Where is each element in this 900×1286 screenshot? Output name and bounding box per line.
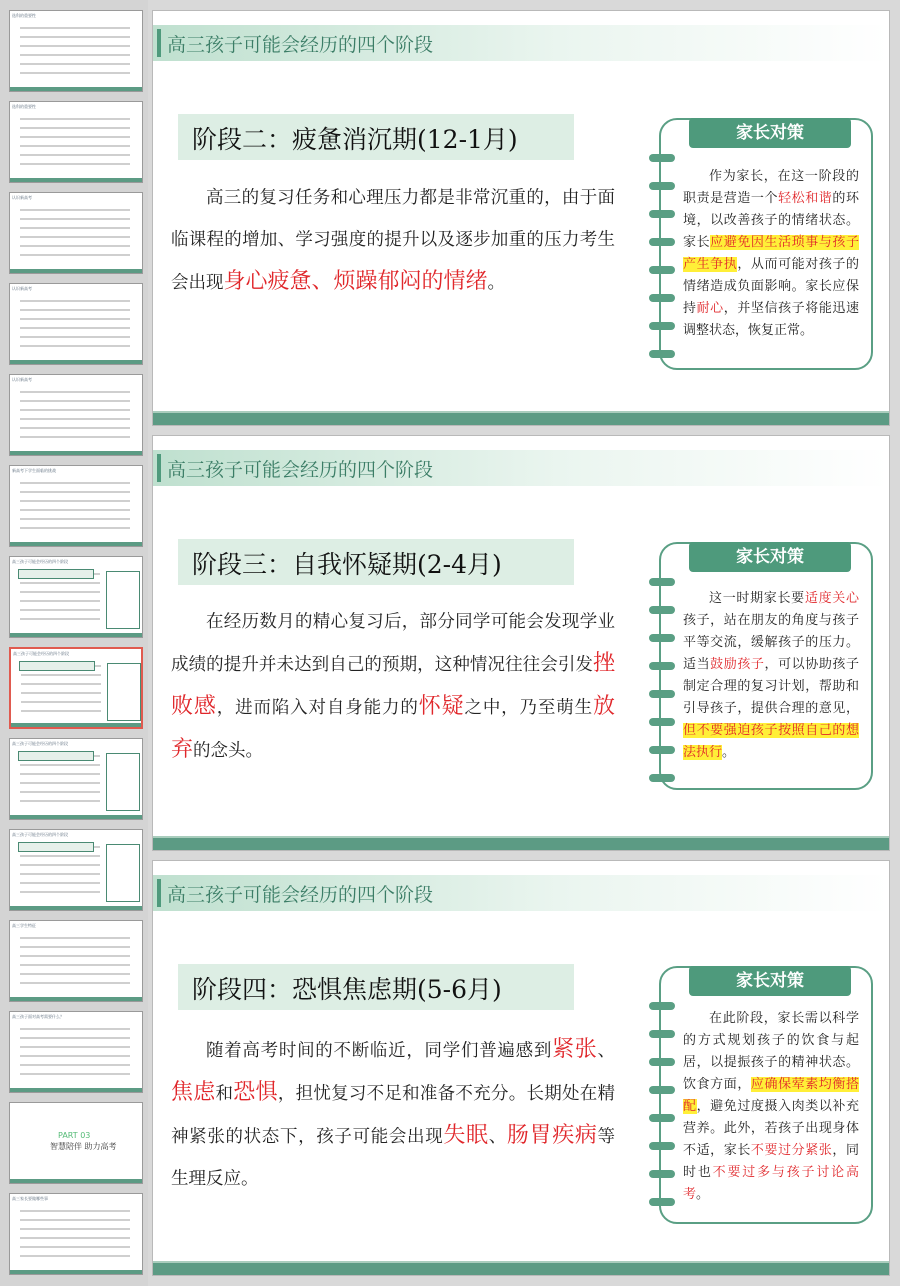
thumbnail-title: 认识新高考 — [12, 286, 32, 291]
thumbnail-card — [106, 753, 140, 811]
body-text: 和 — [215, 1084, 234, 1104]
thumbnail-footer-bar — [11, 723, 141, 727]
slide-thumbnail[interactable] — [9, 283, 143, 365]
thumbnail-line — [21, 683, 101, 685]
thumbnail-line — [20, 982, 130, 984]
emphasis-text: 焦虑 — [171, 1080, 216, 1105]
card-body-text: 孩子，站在朋友的角度与孩子平等交流，缓解孩子的压力。适当 — [683, 613, 859, 672]
slide-title: 高三孩子可能会经历的四个阶段 — [167, 884, 434, 906]
thumbnail-line — [20, 527, 130, 529]
binder-ring — [649, 1030, 675, 1038]
thumbnail-card — [106, 571, 140, 629]
stage-description — [171, 601, 615, 772]
thumbnail-line — [20, 1046, 130, 1048]
thumbnail-line — [20, 227, 130, 229]
thumbnail-line — [20, 1037, 130, 1039]
body-text: 的念头。 — [193, 741, 264, 761]
slide-thumbnail[interactable] — [9, 1011, 143, 1093]
thumbnail-line — [20, 318, 130, 320]
thumbnail-card — [106, 844, 140, 902]
binder-ring — [649, 662, 675, 670]
thumbnail-title: 高三孩子可能会经历的四个阶段 — [12, 832, 68, 837]
thumbnail-line — [20, 609, 100, 611]
body-text: ，进而陷入对自身能力的 — [216, 698, 419, 718]
body-text: 。 — [487, 273, 506, 293]
stage-heading: 阶段四：恐惧焦虑期(5-6月) — [192, 975, 502, 1004]
card-title: 家长对策 — [689, 118, 851, 148]
slide-thumbnail[interactable] — [9, 1193, 143, 1275]
slide-thumbnail[interactable] — [9, 829, 143, 911]
thumbnail-line — [20, 782, 100, 784]
body-text: ，担忧复习不足和准备不充分。长期处在精神紧张的状态下，孩子可能会出现 — [171, 1084, 615, 1147]
thumbnail-footer-bar — [10, 87, 142, 91]
thumbnail-line — [20, 1255, 130, 1257]
thumbnail-line — [20, 882, 100, 884]
card-body-text: ，避免过度摄入肉类以补充营养。此外，若孩子出现身体不适，家长 — [683, 1099, 859, 1158]
binder-ring — [649, 1170, 675, 1178]
thumbnail-line — [20, 864, 100, 866]
card-title: 家长对策 — [689, 542, 851, 572]
thumbnail-line — [20, 336, 130, 338]
slide-thumbnail[interactable] — [9, 647, 143, 729]
emphasis-text: 怀疑 — [418, 694, 465, 719]
thumbnail-line — [20, 500, 130, 502]
binder-ring — [649, 1198, 675, 1206]
thumbnail-line — [20, 127, 130, 129]
thumbnail-stage-box — [19, 661, 95, 671]
slide-header — [153, 11, 889, 67]
thumbnail-line — [21, 692, 101, 694]
highlighted-text: 但不要强迫孩子按照自己的想法执行 — [683, 723, 859, 760]
stage-heading: 阶段二：疲惫消沉期(12-1月) — [192, 125, 518, 154]
binder-ring — [649, 1002, 675, 1010]
thumbnail-line — [20, 891, 100, 893]
thumbnail-line — [20, 254, 130, 256]
binder-ring — [649, 746, 675, 754]
thumbnail-line — [20, 118, 130, 120]
card-body-text: 这一时期家长要 — [709, 591, 805, 606]
binder-ring — [649, 350, 675, 358]
stage-heading: 阶段三：自我怀疑期(2-4月) — [192, 550, 502, 579]
binder-ring — [649, 294, 675, 302]
thumbnail-line — [20, 955, 130, 957]
thumbnail-part-title: 智慧陪伴 助力高考 — [50, 1142, 117, 1151]
body-text: 之中，乃至萌生 — [464, 698, 593, 718]
slide — [152, 10, 890, 426]
thumbnail-title: 高三孩子可能会经历的四个阶段 — [13, 651, 69, 656]
parent-strategy-card — [659, 118, 873, 370]
slide-title: 高三孩子可能会经历的四个阶段 — [167, 34, 434, 56]
thumbnail-line — [20, 136, 130, 138]
slide-thumbnail[interactable] — [9, 738, 143, 820]
thumbnail-line — [20, 36, 130, 38]
slide-header — [153, 861, 889, 917]
thumbnail-footer-bar — [10, 1270, 142, 1274]
slide-thumbnail[interactable] — [9, 920, 143, 1002]
thumbnail-line — [20, 154, 130, 156]
thumbnail-footer-bar — [10, 1088, 142, 1092]
slide — [152, 860, 890, 1276]
card-body-text: ，同时也 — [683, 1143, 859, 1180]
binder-ring — [649, 690, 675, 698]
binder-ring — [649, 634, 675, 642]
emphasis-text: 恐惧 — [233, 1080, 278, 1105]
thumbnail-line — [20, 1219, 130, 1221]
thumbnail-line — [20, 591, 100, 593]
highlighted-text: 应避免因生活琐事与孩子产生争执 — [683, 235, 859, 272]
thumbnail-footer-bar — [10, 542, 142, 546]
parent-strategy-card — [659, 966, 873, 1224]
binder-ring — [649, 718, 675, 726]
binder-ring — [649, 322, 675, 330]
thumbnail-line — [20, 209, 130, 211]
thumbnail-line — [20, 937, 130, 939]
thumbnail-line — [20, 518, 130, 520]
thumbnail-footer-bar — [10, 815, 142, 819]
slide-thumbnail[interactable] — [9, 192, 143, 274]
card-body-text: ，从而可能对孩子的情绪造成负面影响。家长应保持 — [683, 257, 859, 316]
footer-bar — [153, 1263, 889, 1275]
thumbnail-line — [20, 873, 100, 875]
thumbnail-title: 选科的重要性 — [12, 13, 36, 18]
header-accent-bar — [157, 879, 161, 907]
thumbnail-line — [20, 236, 130, 238]
thumbnail-title: 高三孩子面对高考需要什么？ — [12, 1014, 64, 1019]
thumbnail-line — [20, 391, 130, 393]
body-text: 高三的复习任务和心理压力都是非常沉重的，由于面临课程的增加、学习强度的提升以及逐步加重的压力考生会出现 — [171, 188, 615, 293]
thumbnail-footer-bar — [10, 906, 142, 910]
emphasis-text: 轻松和谐 — [778, 191, 833, 206]
parent-strategy-card — [659, 542, 873, 790]
emphasis-text: 失眠 — [443, 1123, 489, 1148]
thumbnail-footer-bar — [10, 269, 142, 273]
thumbnail-line — [20, 27, 130, 29]
emphasis-text: 耐心 — [696, 301, 724, 316]
highlighted-text: 应确保荤素均衡搭配 — [683, 1077, 859, 1114]
stage-description — [171, 1029, 615, 1200]
thumbnail-stage-box — [18, 751, 94, 761]
thumbnail-title: 高三孩子可能会经历的四个阶段 — [12, 559, 68, 564]
thumbnail-line — [20, 163, 130, 165]
thumbnail-part-number: PART 03 — [58, 1131, 91, 1140]
thumbnail-line — [20, 946, 130, 948]
thumbnail-line — [20, 1028, 130, 1030]
card-text — [683, 166, 859, 342]
slide-header — [153, 436, 889, 492]
binder-ring — [649, 238, 675, 246]
card-body-text: 。 — [722, 745, 736, 760]
thumbnail-card — [107, 663, 141, 721]
thumbnail-line — [20, 245, 130, 247]
stage-heading-box — [178, 539, 574, 585]
thumbnail-title: 认识新高考 — [12, 195, 32, 200]
binder-ring — [649, 182, 675, 190]
slide-thumbnail[interactable] — [9, 556, 143, 638]
thumbnail-line — [20, 1246, 130, 1248]
thumbnail-title: 高三学生特征 — [12, 923, 36, 928]
thumbnail-line — [20, 327, 130, 329]
thumbnail-footer-bar — [10, 1179, 142, 1183]
thumbnail-footer-bar — [10, 633, 142, 637]
slide-thumbnail-panel[interactable] — [0, 0, 148, 1286]
thumbnail-line — [20, 773, 100, 775]
emphasis-text: 身心疲惫、烦躁郁闷的情绪 — [223, 269, 488, 294]
thumbnail-footer-bar — [10, 997, 142, 1001]
emphasis-text: 放弃 — [171, 694, 615, 762]
binder-ring — [649, 1142, 675, 1150]
card-body-text: ，可以协助孩子制定合理的复习计划，帮助和引导孩子，提供合理的意见， — [683, 657, 859, 716]
thumbnail-title: 新高考下学生面临的挑战 — [12, 468, 56, 473]
thumbnail-line — [20, 1064, 130, 1066]
binder-ring — [649, 266, 675, 274]
thumbnail-line — [20, 618, 100, 620]
slide-thumbnail[interactable] — [9, 1102, 143, 1184]
thumbnail-line — [20, 764, 100, 766]
emphasis-text: 紧张 — [552, 1037, 598, 1062]
thumbnail-line — [20, 1228, 130, 1230]
thumbnail-line — [20, 964, 130, 966]
thumbnail-line — [21, 710, 101, 712]
emphasis-text: 适度关心 — [804, 591, 859, 606]
slide-thumbnail[interactable] — [9, 10, 143, 92]
stage-heading-box — [178, 114, 574, 160]
thumbnail-line — [20, 855, 100, 857]
thumbnail-line — [20, 1073, 130, 1075]
card-body-text: 在此阶段，家长需以科学的方式规划孩子的饮食与起居，以提振孩子的精神状态。饮食方面， — [683, 1011, 859, 1092]
slide — [152, 435, 890, 851]
slide-thumbnail[interactable] — [9, 101, 143, 183]
binder-ring — [649, 1058, 675, 1066]
thumbnail-title: 认识新高考 — [12, 377, 32, 382]
stage-heading-box — [178, 964, 574, 1010]
thumbnail-line — [20, 1210, 130, 1212]
body-text: 在经历数月的精心复习后，部分同学可能会发现学业成绩的提升并未达到自己的预期，这种情况往往会引发 — [171, 612, 615, 675]
thumbnail-line — [20, 54, 130, 56]
binder-ring — [649, 774, 675, 782]
emphasis-text: 不要过多与孩子讨论高考 — [683, 1165, 859, 1202]
thumbnail-line — [20, 582, 100, 584]
thumbnail-line — [20, 482, 130, 484]
card-body-text: ，并坚信孩子将能迅速调整状态，恢复正常。 — [683, 301, 859, 338]
emphasis-text: 肠胃疾病 — [506, 1123, 598, 1148]
thumbnail-line — [20, 63, 130, 65]
body-text: 、 — [597, 1041, 615, 1061]
slide-thumbnail[interactable] — [9, 374, 143, 456]
thumbnail-title: 选科的重要性 — [12, 104, 36, 109]
thumbnail-line — [20, 491, 130, 493]
thumbnail-footer-bar — [10, 451, 142, 455]
footer-bar — [153, 838, 889, 850]
thumbnail-stage-box — [18, 842, 94, 852]
thumbnail-line — [20, 72, 130, 74]
thumbnail-line — [20, 45, 130, 47]
body-text: 随着高考时间的不断临近，同学们普遍感到 — [206, 1041, 553, 1061]
thumbnail-line — [20, 973, 130, 975]
binder-ring — [649, 606, 675, 614]
thumbnail-line — [21, 701, 101, 703]
header-accent-bar — [157, 29, 161, 57]
thumbnail-line — [20, 300, 130, 302]
thumbnail-line — [20, 409, 130, 411]
slide-thumbnail[interactable] — [9, 465, 143, 547]
body-text: 等生理反应。 — [171, 1127, 616, 1189]
thumbnail-line — [20, 800, 100, 802]
thumbnail-line — [20, 418, 130, 420]
thumbnail-line — [21, 674, 101, 676]
thumbnail-line — [20, 791, 100, 793]
footer-bar — [153, 413, 889, 425]
thumbnail-line — [20, 400, 130, 402]
stage-description — [171, 177, 615, 304]
binder-ring — [649, 210, 675, 218]
binder-ring — [649, 578, 675, 586]
thumbnail-line — [20, 309, 130, 311]
thumbnail-line — [20, 436, 130, 438]
binder-ring — [649, 1114, 675, 1122]
thumbnail-line — [20, 509, 130, 511]
slide-title: 高三孩子可能会经历的四个阶段 — [167, 459, 434, 481]
card-title: 家长对策 — [689, 966, 851, 996]
card-text — [683, 588, 859, 764]
thumbnail-line — [20, 1237, 130, 1239]
thumbnail-line — [20, 145, 130, 147]
thumbnail-title: 高三孩子可能会经历的四个阶段 — [12, 741, 68, 746]
thumbnail-footer-bar — [10, 178, 142, 182]
binder-ring — [649, 154, 675, 162]
card-text — [683, 1008, 859, 1206]
emphasis-text: 挫败感 — [171, 651, 615, 719]
body-text: 、 — [488, 1127, 507, 1147]
thumbnail-line — [20, 427, 130, 429]
emphasis-text: 不要过分紧张 — [750, 1143, 833, 1158]
emphasis-text: 鼓励孩子 — [710, 657, 765, 672]
card-body-text: 。 — [696, 1187, 710, 1202]
thumbnail-title: 高三家长要做哪些事 — [12, 1196, 48, 1201]
header-accent-bar — [157, 454, 161, 482]
card-body-text: 作为家长，在这一阶段的职责是营造一个 — [683, 169, 859, 206]
thumbnail-line — [20, 218, 130, 220]
card-body-text: 的环境，以改善孩子的情绪状态。家长 — [683, 191, 859, 250]
thumbnail-stage-box — [18, 569, 94, 579]
thumbnail-line — [20, 1055, 130, 1057]
thumbnail-line — [20, 600, 100, 602]
thumbnail-line — [20, 345, 130, 347]
binder-ring — [649, 1086, 675, 1094]
thumbnail-footer-bar — [10, 360, 142, 364]
